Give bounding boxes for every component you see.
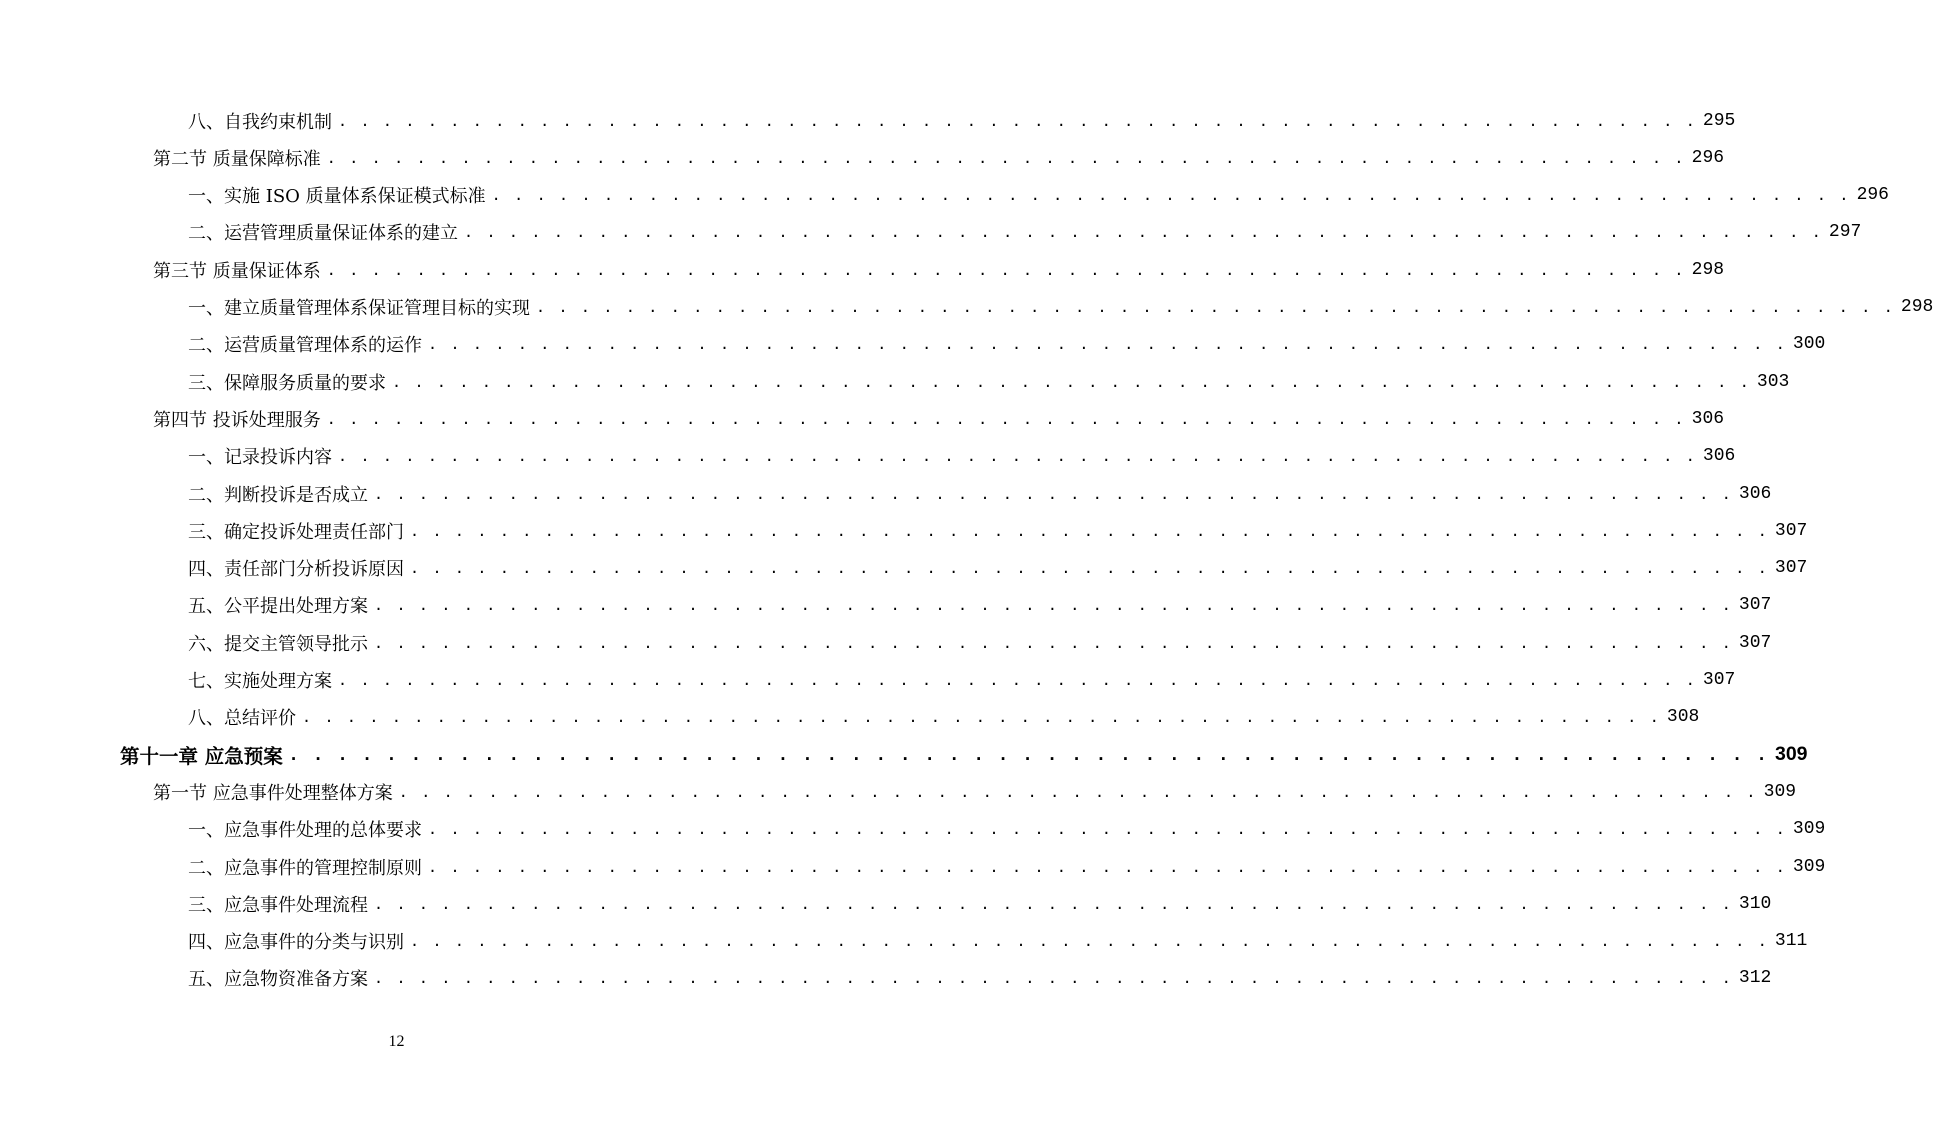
toc-entry-page: 298 [1691, 259, 1725, 280]
toc-entry-page: 307 [1702, 670, 1736, 690]
toc-entry-page: 297 [1828, 222, 1862, 243]
toc-entry[interactable] [188, 923, 1808, 960]
toc-entry[interactable] [188, 624, 1772, 661]
toc-entry-page: 309 [1774, 743, 1808, 766]
toc-entry-title: 第四节 投诉处理服务 [153, 409, 321, 431]
toc-dot-leader: . . . . . . . . . . . . . . . . . . . . . . . . . . . . . . . . . . . . . . . . . . . . . . . . . . . . . . . . . . . . . [374, 894, 1733, 913]
toc-dot-leader: . . . . . . . . . . . . . . . . . . . . . . . . . . . . . . . . . . . . . . . . . . . . . . . . . . . . . . . . . . . . . [392, 372, 1751, 391]
toc-entry[interactable] [153, 139, 1725, 176]
toc-dot-leader: . . . . . . . . . . . . . . . . . . . . . . . . . . . . . . . . . . . . . . . . . . . . . . . . . . . . . . . . . . . . . [326, 148, 1686, 167]
toc-entry[interactable] [188, 102, 1736, 139]
toc-entry-title: 二、判断投诉是否成立 [188, 484, 368, 506]
toc-dot-leader: . . . . . . . . . . . . . . . . . . . . . . . . . . . . . . . . . . . . . . . . . . . . . . . . . . . . . . . . . . . . . [374, 633, 1733, 652]
toc-entry-title: 一、实施 ISO 质量体系保证模式标准 [188, 186, 486, 208]
toc-entry-title: 二、应急事件的管理控制原则 [188, 857, 422, 879]
toc-entry-title: 二、运营质量管理体系的运作 [188, 335, 422, 357]
page-number: 12 [388, 1033, 405, 1050]
toc-entry[interactable] [188, 177, 1889, 214]
toc-entry-title: 七、实施处理方案 [188, 671, 332, 692]
toc-entry-title: 三、保障服务质量的要求 [188, 372, 386, 394]
toc-entry-title: 三、确定投诉处理责任部门 [188, 521, 404, 543]
toc-entry-page: 311 [1774, 931, 1808, 952]
toc-entry-page: 307 [1738, 595, 1772, 616]
toc-entry-page: 309 [1792, 856, 1826, 877]
toc-entry[interactable] [188, 699, 1700, 736]
toc-dot-leader: . . . . . . . . . . . . . . . . . . . . . . . . . . . . . . . . . . . . . . . . . . . . . . . . . . . . . . . . . . . . . [398, 782, 1758, 801]
toc-entry-title: 一、应急事件处理的总体要求 [188, 820, 422, 842]
toc-dot-leader: . . . . . . . . . . . . . . . . . . . . . . . . . . . . . . . . . . . . . . . . . . . . . . . . . . . . . . . . . . . . . [338, 111, 1697, 130]
toc-entry-page: 306 [1702, 446, 1736, 467]
toc-entry[interactable] [188, 326, 1826, 363]
toc-entry-title: 四、应急事件的分类与识别 [188, 932, 404, 954]
toc-entry[interactable] [120, 736, 1808, 773]
toc-entry[interactable] [188, 662, 1736, 699]
toc-entry[interactable] [188, 550, 1808, 587]
toc-entry-title: 六、提交主管领导批示 [188, 633, 368, 655]
toc-entry[interactable] [153, 251, 1725, 288]
toc-entry-page: 309 [1763, 781, 1797, 802]
toc-entry[interactable] [188, 811, 1826, 848]
toc-entry-page: 310 [1738, 893, 1772, 914]
toc-dot-leader: . . . . . . . . . . . . . . . . . . . . . . . . . . . . . . . . . . . . . . . . . . . . . . . . . . . . . . . . . . . . . [374, 596, 1733, 615]
toc-dot-leader: . . . . . . . . . . . . . . . . . . . . . . . . . . . . . . . . . . . . . . . . . . . . . . . . . . . . . . . . . . . . . [338, 447, 1697, 466]
toc-dot-leader: . . . . . . . . . . . . . . . . . . . . . . . . . . . . . . . . . . . . . . . . . . . . . . . . . . . . . . . . . . . . . [288, 745, 1769, 765]
toc-entry-title: 八、总结评价 [188, 708, 296, 730]
toc-entry[interactable] [188, 475, 1772, 512]
toc-entry-page: 303 [1756, 371, 1790, 392]
toc-entry-page: 307 [1774, 558, 1808, 579]
toc-entry-page: 308 [1666, 707, 1700, 728]
toc-entry[interactable] [188, 214, 1862, 251]
toc-dot-leader: . . . . . . . . . . . . . . . . . . . . . . . . . . . . . . . . . . . . . . . . . . . . . . . . . . . . . . . . . . . . . [464, 223, 1823, 242]
toc-entry[interactable] [153, 400, 1725, 437]
toc-entry[interactable] [188, 512, 1808, 549]
toc-entry-title: 四、责任部门分析投诉原因 [188, 559, 404, 581]
toc-entry-title: 五、应急物资准备方案 [188, 969, 368, 991]
toc-entry-title: 第一节 应急事件处理整体方案 [153, 782, 393, 804]
toc-entry-page: 307 [1774, 520, 1808, 541]
toc-entry[interactable] [188, 363, 1790, 400]
toc-dot-leader: . . . . . . . . . . . . . . . . . . . . . . . . . . . . . . . . . . . . . . . . . . . . . . . . . . . . . . . . . . . . . [410, 559, 1769, 578]
toc-entry-page: 309 [1792, 819, 1826, 840]
toc-entry-page: 300 [1792, 334, 1826, 355]
toc-dot-leader: . . . . . . . . . . . . . . . . . . . . . . . . . . . . . . . . . . . . . . . . . . . . . . . . . . . . . . . . . . . . . [302, 708, 1661, 727]
toc-entry[interactable] [188, 848, 1826, 885]
toc-entry-title: 第十一章 应急预案 [120, 744, 283, 768]
toc-entry-title: 一、记录投诉内容 [188, 447, 332, 469]
toc-dot-leader: . . . . . . . . . . . . . . . . . . . . . . . . . . . . . . . . . . . . . . . . . . . . . . . . . . . . . . . . . . . . . [491, 186, 1851, 205]
toc-dot-leader: . . . . . . . . . . . . . . . . . . . . . . . . . . . . . . . . . . . . . . . . . . . . . . . . . . . . . . . . . . . . . [374, 484, 1733, 503]
toc-entry[interactable] [153, 773, 1797, 810]
toc-dot-leader: . . . . . . . . . . . . . . . . . . . . . . . . . . . . . . . . . . . . . . . . . . . . . . . . . . . . . . . . . . . . . [374, 969, 1733, 988]
toc-entry[interactable] [188, 289, 1933, 326]
toc-entry-page: 296 [1691, 147, 1725, 168]
toc-entry[interactable] [188, 587, 1772, 624]
toc-dot-leader: . . . . . . . . . . . . . . . . . . . . . . . . . . . . . . . . . . . . . . . . . . . . . . . . . . . . . . . . . . . . . [410, 932, 1769, 951]
toc-dot-leader: . . . . . . . . . . . . . . . . . . . . . . . . . . . . . . . . . . . . . . . . . . . . . . . . . . . . . . . . . . . . . [428, 820, 1787, 839]
toc-entry[interactable] [188, 438, 1736, 475]
toc-dot-leader: . . . . . . . . . . . . . . . . . . . . . . . . . . . . . . . . . . . . . . . . . . . . . . . . . . . . . . . . . . . . . [428, 857, 1787, 876]
toc-dot-leader: . . . . . . . . . . . . . . . . . . . . . . . . . . . . . . . . . . . . . . . . . . . . . . . . . . . . . . . . . . . . . [338, 671, 1697, 689]
toc-dot-leader: . . . . . . . . . . . . . . . . . . . . . . . . . . . . . . . . . . . . . . . . . . . . . . . . . . . . . . . . . . . . . [326, 260, 1686, 279]
toc-entry-title: 第二节 质量保障标准 [153, 148, 321, 170]
toc-entry-page: 306 [1738, 483, 1772, 504]
toc-entry-title: 第三节 质量保证体系 [153, 260, 321, 282]
toc-entry-title: 五、公平提出处理方案 [188, 596, 368, 618]
toc-dot-leader: . . . . . . . . . . . . . . . . . . . . . . . . . . . . . . . . . . . . . . . . . . . . . . . . . . . . . . . . . . . . . [326, 409, 1686, 428]
toc-dot-leader: . . . . . . . . . . . . . . . . . . . . . . . . . . . . . . . . . . . . . . . . . . . . . . . . . . . . . . . . . . . . . [536, 298, 1895, 316]
toc-entry-page: 306 [1691, 408, 1725, 429]
toc-entry-title: 二、运营管理质量保证体系的建立 [188, 223, 458, 245]
toc-entry-title: 三、应急事件处理流程 [188, 894, 368, 916]
toc-dot-leader: . . . . . . . . . . . . . . . . . . . . . . . . . . . . . . . . . . . . . . . . . . . . . . . . . . . . . . . . . . . . . [428, 335, 1787, 354]
toc-entry-title: 一、建立质量管理体系保证管理目标的实现 [188, 298, 530, 319]
toc-entry-page: 295 [1702, 110, 1736, 131]
toc-entry-page: 307 [1738, 632, 1772, 653]
toc-entry-title: 八、自我约束机制 [188, 111, 332, 133]
toc-entry-page: 296 [1856, 185, 1889, 206]
toc-entry-page: 312 [1738, 968, 1772, 989]
toc-dot-leader: . . . . . . . . . . . . . . . . . . . . . . . . . . . . . . . . . . . . . . . . . . . . . . . . . . . . . . . . . . . . . [410, 521, 1769, 540]
toc-entry[interactable] [188, 885, 1772, 922]
toc-entry-page: 298 [1900, 297, 1933, 317]
toc-entry[interactable] [188, 960, 1772, 997]
